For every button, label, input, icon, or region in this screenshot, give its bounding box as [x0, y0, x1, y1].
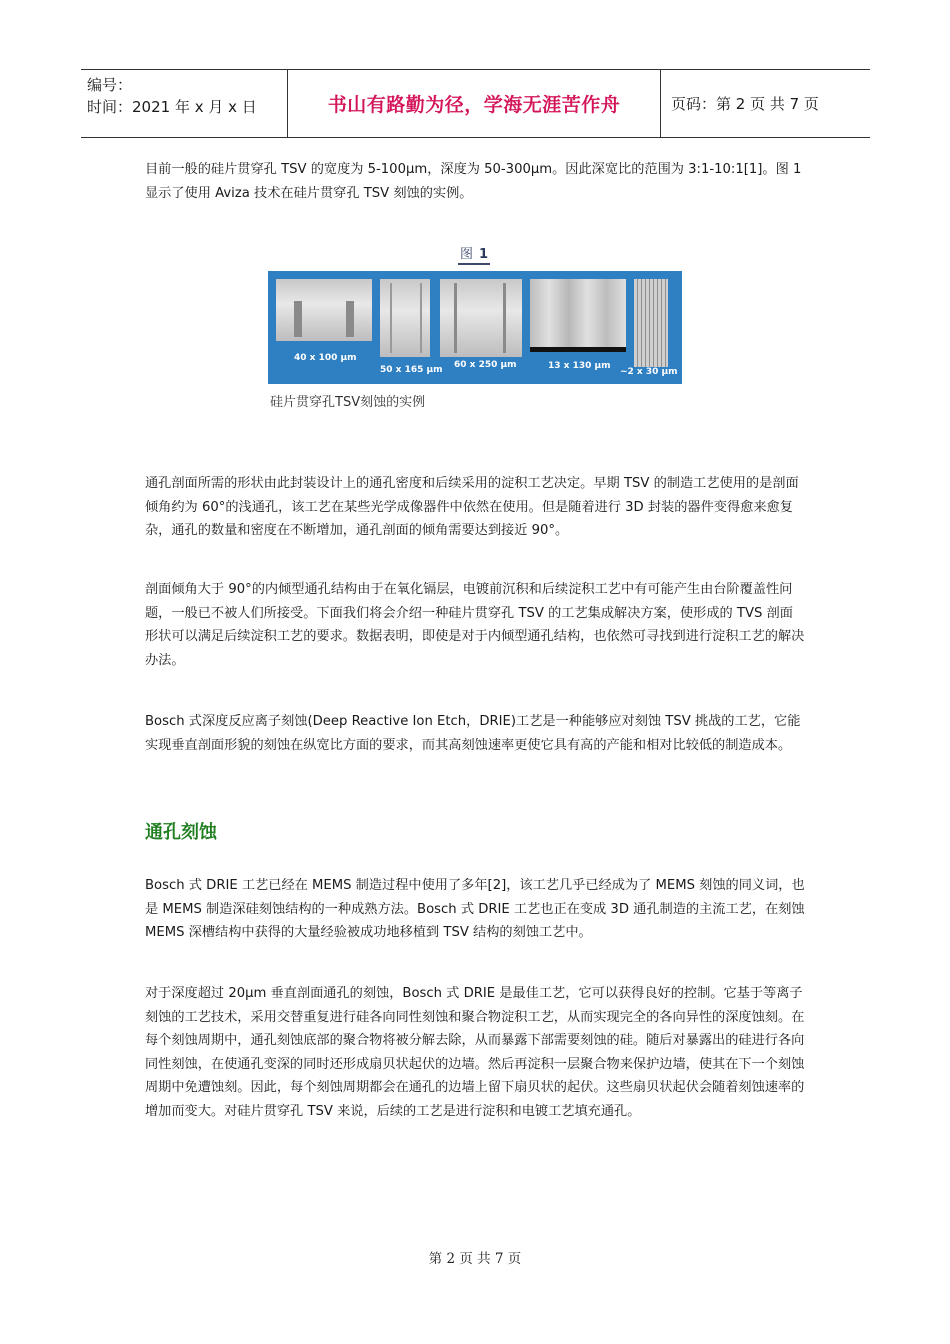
figure-caption: 硅片贯穿孔TSV刻蚀的实例: [270, 395, 426, 410]
sem-image-3: [440, 279, 522, 357]
paragraph-6: 对于深度超过 20μm 垂直剖面通孔的刻蚀，Bosch 式 DRIE 是最佳工艺，它可以获得良好的控制。它基于等离子刻蚀的工艺技术，采用交替重复进行硅各向同性刻蚀和聚合物淀积工艺，从而实现完全的各向异性的深度蚀刻。在每个刻蚀周期中，通孔刻蚀底部的聚合物将被分解去除，从而暴露下部需要刻蚀的硅。随后对暴露出的硅进行各向同性刻蚀，在使通孔变深的同时还形成扇贝状起伏的边墙。然后再淀积一层聚合物来保护边墙，使其在下一个刻蚀周期中免遭蚀刻。因此，每个刻蚀周期都会在通孔的边墙上留下扇贝状的起伏。这些扇贝状起伏会随着刻蚀速率的增加而变大。对硅片贯穿孔 TSV 来说，后续的工艺是进行淀积和电镀工艺填充通孔。: [145, 986, 805, 1119]
number-label: 编号：: [87, 76, 133, 94]
paragraph-4: Bosch 式深度反应离子刻蚀(Deep Reactive Ion Etch，DRIE)工艺是一种能够应对刻蚀 TSV 挑战的工艺，它能实现垂直剖面形貌的刻蚀在纵宽比方面的要求，而其高刻蚀速率更使它具有高的产能和相对比较低的制造成本。: [145, 714, 801, 753]
figure-label-2: 50 x 165 μm: [380, 365, 443, 375]
figure-number: 1: [479, 247, 489, 262]
figure-label-3: 60 x 250 μm: [454, 360, 517, 370]
figure-title-label: 图: [460, 247, 474, 262]
paragraph-2: 通孔剖面所需的形状由此封装设计上的通孔密度和后续采用的淀积工艺决定。早期 TSV 的制造工艺使用的是剖面倾角约为 60°的浅通孔，该工艺在某些光学成像器件中依然在使用。但是随着进行 3D 封装的器件变得愈来愈复杂，通孔的数量和密度在不断增加，通孔剖面的倾角需要达到接近 90°。: [145, 476, 799, 538]
date-label: 时间：2021 年 x 月 x 日: [87, 98, 257, 116]
figure-label-5: ~2 x 30 μm: [620, 367, 678, 377]
page-header: [81, 69, 870, 138]
paragraph-3: 剖面倾角大于 90°的内倾型通孔结构由于在氧化镉层，电镀前沉积和后续淀积工艺中有可能产生由台阶覆盖性问题，一般已不被人们所接受。下面我们将会介绍一种硅片贯穿孔 TSV 的工艺集成解决方案，使形成的 TVS 剖面形状可以满足后续淀积工艺的要求。数据表明，即使是对于内倾型通孔结构，也依然可寻找到进行淀积工艺的解决办法。: [145, 582, 805, 668]
figure-image: [268, 271, 682, 384]
section-heading: 通孔刻蚀: [145, 822, 217, 843]
page-footer: 第 2 页 共 7 页: [428, 1251, 522, 1267]
sem-image-4: [530, 279, 626, 352]
header-meta: [81, 70, 287, 137]
sem-image-2: [380, 279, 430, 357]
paragraph-1: 目前一般的硅片贯穿孔 TSV 的宽度为 5-100μm，深度为 50-300μm。因此深宽比的范围为 3:1-10:1[1]。图 1 显示了使用 Aviza 技术在硅片贯穿孔 TSV 刻蚀的实例。: [145, 162, 802, 201]
header-motto: 书山有路勤为径，学海无涯苦作舟: [287, 70, 661, 137]
header-page-label: 页码：第 2 页 共 7 页: [671, 95, 819, 113]
figure-title: [458, 243, 490, 265]
sem-image-5: [634, 279, 668, 367]
paragraph-5: Bosch 式 DRIE 工艺已经在 MEMS 制造过程中使用了多年[2]，该工艺几乎已经成为了 MEMS 刻蚀的同义词，也是 MEMS 制造深硅刻蚀结构的一种成熟方法。Bosch 式 DRIE 工艺也正在变成 3D 通孔制造的主流工艺，在刻蚀 MEMS 深槽结构中获得的大量经验被成功地移植到 TSV 结构的刻蚀工艺中。: [145, 878, 805, 940]
figure-label-4: 13 x 130 μm: [548, 361, 611, 371]
figure-label-1: 40 x 100 μm: [294, 353, 357, 363]
sem-image-1: [276, 279, 372, 341]
